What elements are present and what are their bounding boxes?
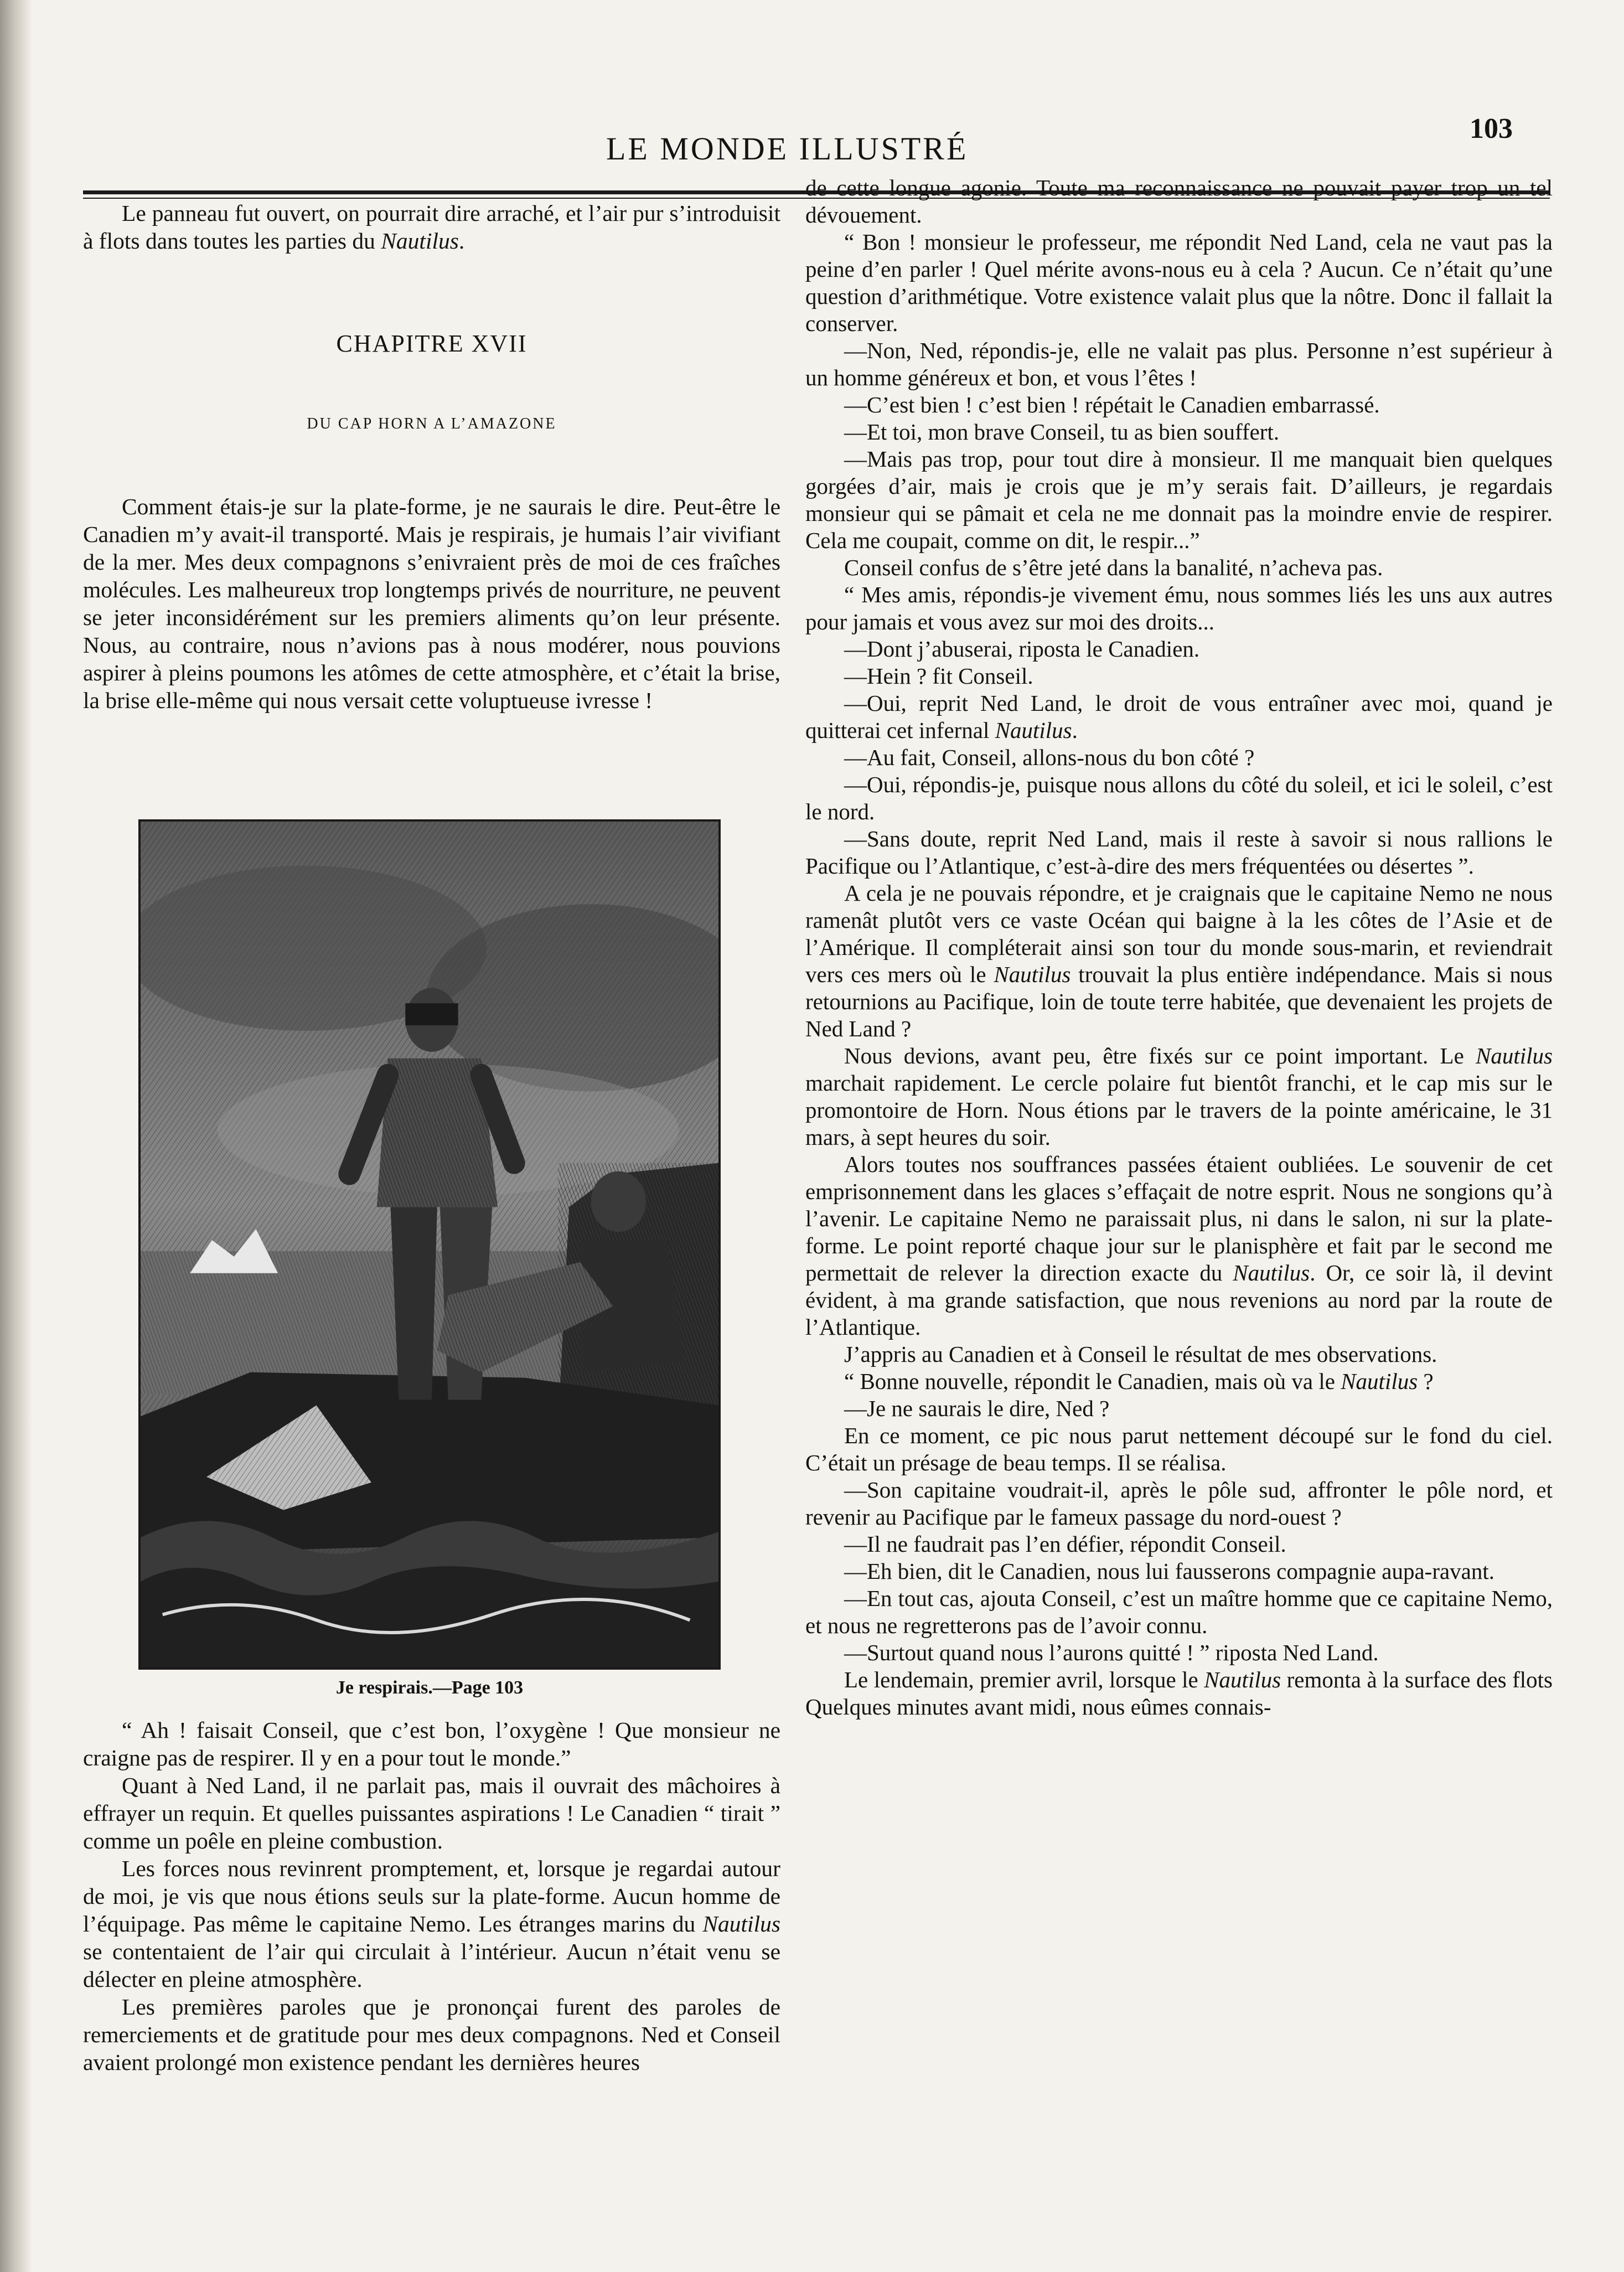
scan-binding-edge — [0, 0, 32, 2272]
paragraph: —En tout cas, ajouta Conseil, c’est un maître homme que ce capitaine Nemo, et nous ne regretterons pas de l’avoir connu. — [805, 1586, 1553, 1638]
paragraph: Conseil confus de s’être jeté dans la banalité, n’acheva pas. — [844, 555, 1383, 580]
paragraph: Le panneau fut ouvert, on pourrait dire arraché, et l’air pur s’introduisit à flots dans toutes les parties du Nautilus. — [83, 200, 780, 254]
paragraph: —Au fait, Conseil, allons-nous du bon côté ? — [844, 745, 1255, 770]
left-column-after-image — [83, 1716, 780, 2076]
paragraph: —Surtout quand nous l’aurons quitté ! ” riposta Ned Land. — [844, 1640, 1379, 1665]
paragraph: “ Mes amis, répondis-je vivement ému, nous sommes liés les uns aux autres pour jamais et vous avez sur moi des droits... — [805, 582, 1553, 634]
paragraph: Le lendemain, premier avril, lorsque le Nautilus remonta à la surface des flots Quelques minutes avant midi, nous eûmes connais- — [805, 1667, 1553, 1720]
paragraph: —Eh bien, dit le Canadien, nous lui fausserons compagnie aupa-ravant. — [844, 1558, 1495, 1584]
paragraph: —Je ne saurais le dire, Ned ? — [844, 1396, 1110, 1421]
paragraph: —Son capitaine voudrait-il, après le pôle sud, affronter le pôle nord, et revenir au Pacifique par le fameux passage du nord-ouest ? — [805, 1477, 1553, 1530]
paragraph: Les premières paroles que je prononçai furent des paroles de remerciements et de gratitude pour mes deux compagnons. Ned et Conseil avaient prolongé mon existence pendant les dernières heures — [83, 1994, 780, 2075]
paragraph: Quant à Ned Land, il ne parlait pas, mais il ouvrait des mâchoires à effrayer un requin. Et quelles puissantes aspirations ! Le Canadien “ tirait ” comme un poêle en pleine combustion. — [83, 1773, 780, 1853]
paragraph: Alors toutes nos souffrances passées étaient oubliées. Le souvenir de cet emprisonnement dans les glaces s’effaçait de notre esprit. Nous ne songions qu’à l’avenir. Le capitaine Nemo ne paraissait plus, ni dans le salon, ni sur la plate-forme. Le point reporté chaque jour sur le planisphère et fait par le second me permettait de relever la direction exacte du Nautilus. Or, ce soir là, il devint évident, à ma grande satisfaction, que nous revenions au nord par la route de l’Atlantique. — [805, 1152, 1553, 1340]
paragraph: —Et toi, mon brave Conseil, tu as bien souffert. — [844, 419, 1280, 445]
paragraph: “ Ah ! faisait Conseil, que c’est bon, l’oxygène ! Que monsieur ne craigne pas de respirer. Il y en a pour tout le monde.” — [83, 1717, 780, 1770]
paragraph: —Dont j’abuserai, riposta le Canadien. — [844, 636, 1200, 662]
paragraph: —Il ne faudrait pas l’en défier, répondit Conseil. — [844, 1531, 1286, 1557]
masthead: LE MONDE ILLUSTRÉ — [606, 131, 969, 167]
left-column-intro — [83, 199, 780, 255]
engraving-illustration — [138, 819, 721, 1670]
chapter-title: CHAPITRE XVII — [336, 330, 527, 357]
paragraph: —C’est bien ! c’est bien ! répétait le Canadien embarrassé. — [844, 392, 1380, 417]
chapter-subtitle: DU CAP HORN A L’AMAZONE — [307, 415, 557, 432]
paragraph: “ Bon ! monsieur le professeur, me répondit Ned Land, cela ne vaut pas la peine d’en parler ! Quel mérite avons-nous eu à cela ? Aucun. Ce n’était qu’une question d’arithmétique. Votre existence valait plus que la nôtre. Donc il fallait la conserver. — [805, 229, 1553, 336]
paragraph: —Oui, reprit Ned Land, le droit de vous entraîner avec moi, quand je quitterai cet infernal Nautilus. — [805, 690, 1553, 743]
paragraph: —Non, Ned, répondis-je, elle ne valait pas plus. Personne n’est supérieur à un homme généreux et bon, et vous l’êtes ! — [805, 338, 1553, 390]
paragraph: Nous devions, avant peu, être fixés sur ce point important. Le Nautilus marchait rapidement. Le cercle polaire fut bientôt franchi, et le cap mis sur le promontoire de Horn. Nous étions par le travers de la pointe américaine, le 31 mars, à sept heures du soir. — [805, 1043, 1553, 1150]
paragraph: —Sans doute, reprit Ned Land, mais il reste à savoir si nous rallions le Pacifique ou l’Atlantique, c’est-à-dire des mers fréquentées ou désertes ”. — [805, 826, 1553, 879]
page-number: 103 — [1470, 113, 1513, 144]
paragraph: —Mais pas trop, pour tout dire à monsieur. Il me manquait bien quelques gorgées d’air, mais je crois que je m’y serais fait. D’ailleurs, je regardais monsieur qui se pâmait et cela ne me donnait pas la moindre envie de respirer. Cela me coupait, comme on dit, le respir...” — [805, 446, 1553, 553]
paragraph: de cette longue agonie. Toute ma reconnaissance ne pouvait payer trop un tel dévouement. — [805, 175, 1553, 228]
paragraph: Les forces nous revinrent promptement, et, lorsque je regardai autour de moi, je vis que nous étions seuls sur la plate-forme. Aucun homme de l’équipage. Pas même le capitaine Nemo. Les étranges marins du Nautilus se contentaient de l’air qui circulait à l’intérieur. Aucun n’était venu se délecter en pleine atmosphère. — [83, 1856, 780, 1992]
left-column-opening — [83, 493, 780, 714]
paragraph: —Hein ? fit Conseil. — [844, 663, 1033, 689]
paragraph: J’appris au Canadien et à Conseil le résultat de mes observations. — [844, 1341, 1437, 1367]
paragraph: A cela je ne pouvais répondre, et je craignais que le capitaine Nemo ne nous ramenât plutôt vers ce vaste Océan qui baigne à la les côtes de l’Asie et de l’Amérique. Il compléterait ainsi son tour du monde sous-marin, et reviendrait vers ces mers où le Nautilus trouvait la plus entière indépendance. Mais si nous retournions au Pacifique, loin de toute terre habitée, que devenaient les projets de Ned Land ? — [805, 880, 1553, 1041]
paragraph: —Oui, répondis-je, puisque nous allons du côté du soleil, et ici le soleil, c’est le nord. — [805, 772, 1553, 824]
illustration-caption: Je respirais.—Page 103 — [335, 1677, 524, 1698]
paragraph: En ce moment, ce pic nous parut nettement découpé sur le fond du ciel. C’était un présage de beau temps. Il se réalisa. — [805, 1423, 1553, 1475]
paragraph: “ Bonne nouvelle, répondit le Canadien, mais où va le Nautilus ? — [844, 1369, 1434, 1394]
paragraph: Comment étais-je sur la plate-forme, je ne saurais le dire. Peut-être le Canadien m’y avait-il transporté. Mais je respirais, je humais l’air vivifiant de la mer. Mes deux compagnons s’enivraient près de moi de ces fraîches molécules. Les malheureux trop longtemps privés de nourriture, ne peuvent se jeter inconsidérément sur les premiers aliments qu’on leur présente. Nous, au contraire, nous n’avions pas à nous modérer, nous pouvions aspirer à pleins poumons les atômes de cette atmosphère, et c’était la brise, la brise elle-même qui nous versait cette voluptueuse ivresse ! — [83, 494, 780, 713]
right-column — [805, 174, 1553, 1721]
engraving-two-men-on-platform-icon — [141, 822, 718, 1667]
